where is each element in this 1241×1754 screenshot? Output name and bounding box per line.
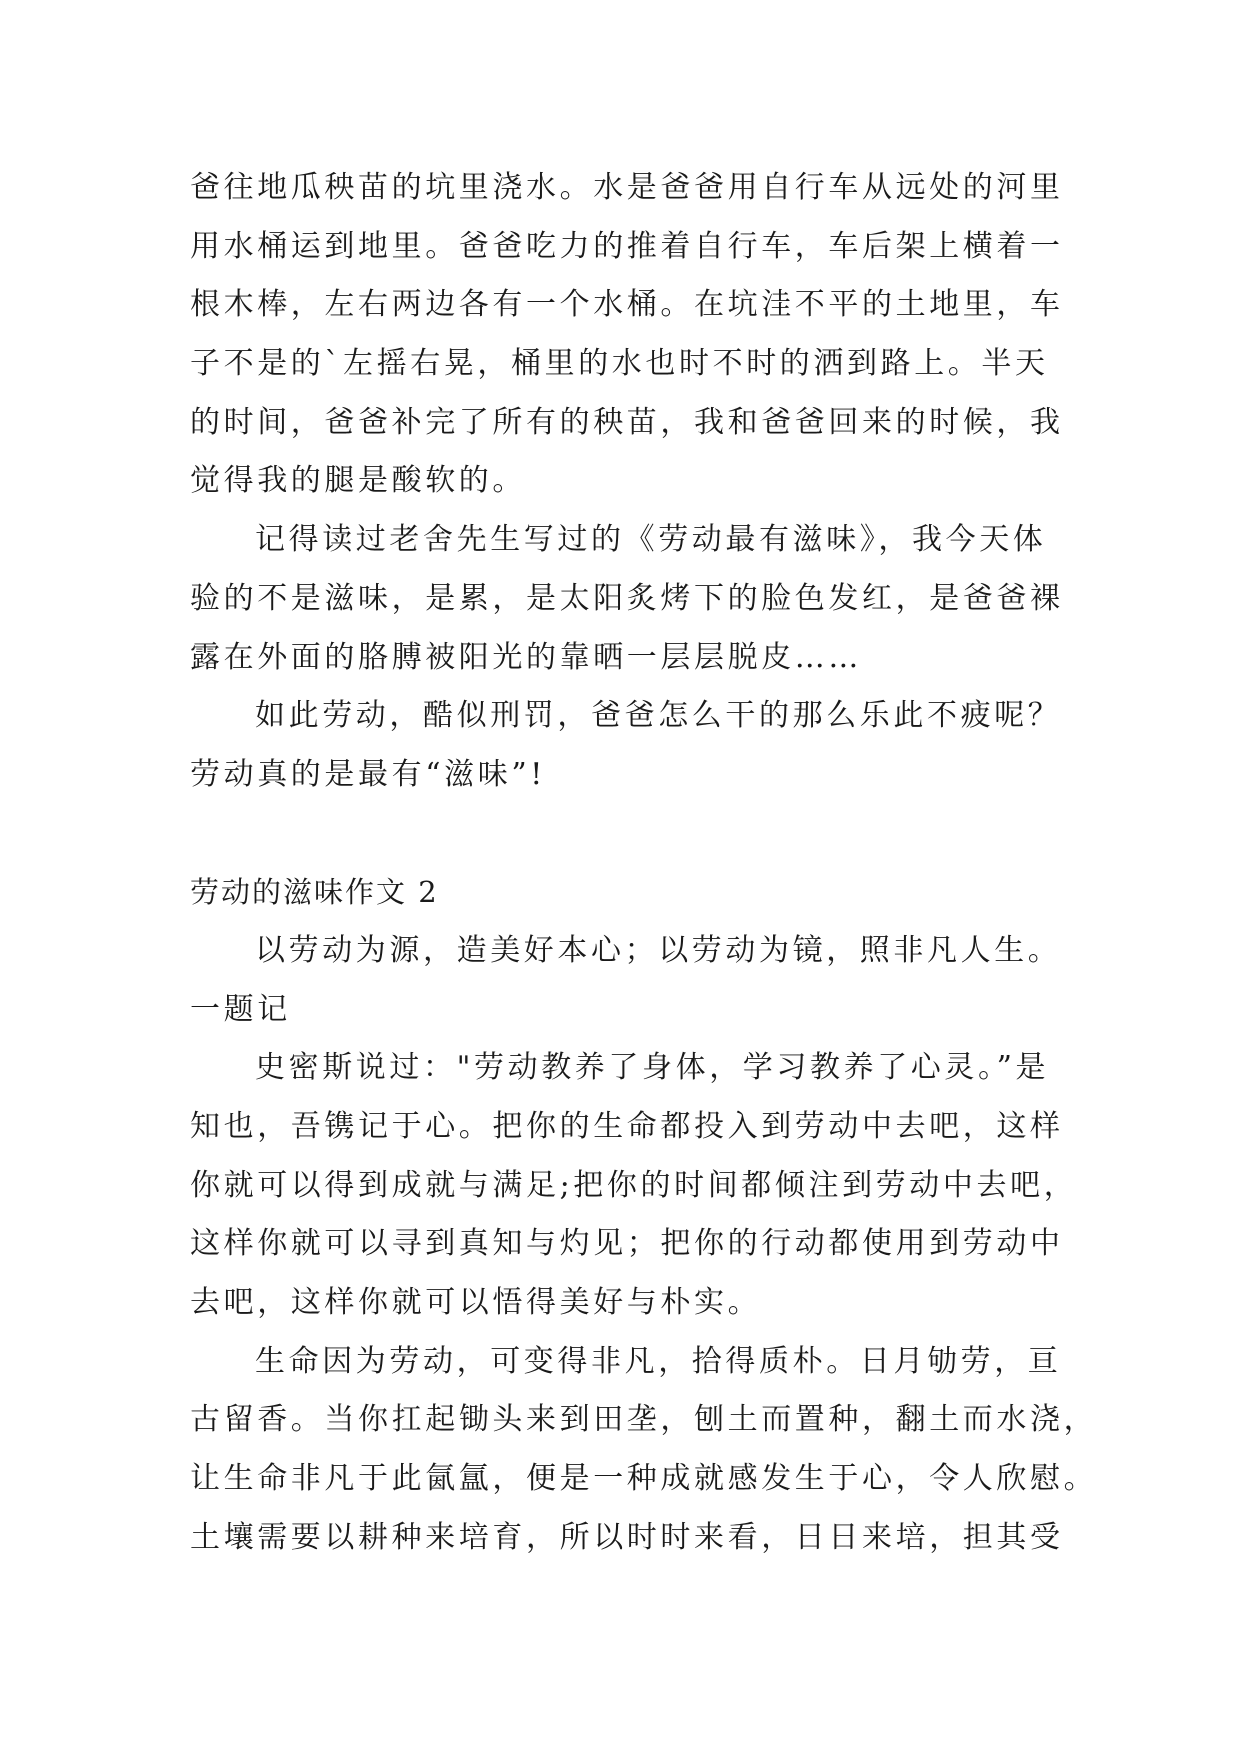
- paragraph-line: 觉得我的腿是酸软的。: [190, 463, 526, 499]
- paragraph-line: 劳动真的是最有“滋味”!: [190, 756, 546, 792]
- paragraph-line: 如此劳动，酷似刑罚，爸爸怎么干的那么乐此不疲呢？: [255, 698, 1062, 734]
- paragraph-line: 爸往地瓜秧苗的坑里浇水。水是爸爸用自行车从远处的河里: [190, 170, 1064, 205]
- paragraph-line: 知也，吾镌记于心。把你的生命都投入到劳动中去吧，这样: [190, 1109, 1064, 1144]
- paragraph-line: 一题记: [190, 991, 291, 1027]
- paragraph-line: 土壤需要以耕种来培育，所以时时来看，日日来培，担其受: [190, 1519, 1064, 1555]
- paragraph-line: 记得读过老舍先生写过的《劳动最有滋味》，我今天体: [255, 522, 1047, 558]
- section-spacer: [190, 805, 1060, 864]
- document-body: [190, 159, 1098, 1568]
- paragraph-line: 去吧，这样你就可以悟得美好与朴实。: [190, 1285, 762, 1321]
- section-heading: 劳动的滋味作文 2: [190, 875, 439, 910]
- paragraph-line: 验的不是滋味，是累，是太阳炙烤下的脸色发红，是爸爸裸: [190, 580, 1064, 616]
- paragraph-line: 史密斯说过："劳动教养了身体，学习教养了心灵。”是: [255, 1050, 1050, 1086]
- paragraph-line: 让生命非凡于此氤氲，便是一种成就感发生于心，令人欣慰。: [190, 1461, 1098, 1497]
- paragraph-line: 生命因为劳动，可变得非凡，拾得质朴。日月劬劳，亘: [255, 1343, 1062, 1379]
- paragraph-line: 这样你就可以寻到真知与灼见；把你的行动都使用到劳动中: [190, 1226, 1064, 1262]
- paragraph-line: 以劳动为源，造美好本心；以劳动为镜，照非凡人生。: [255, 932, 1062, 968]
- paragraph-line: 露在外面的胳膊被阳光的靠晒一层层脱皮……: [190, 639, 862, 675]
- paragraph-line: 古留香。当你扛起锄头来到田垄，刨土而置种，翻土而水浇，: [190, 1402, 1098, 1438]
- paragraph-line: 的时间，爸爸补完了所有的秧苗，我和爸爸回来的时候，我: [190, 404, 1064, 440]
- paragraph-line: 用水桶运到地里。爸爸吃力的推着自行车，车后架上横着一: [190, 228, 1064, 264]
- paragraph-line: 根木棒，左右两边各有一个水桶。在坑洼不平的土地里，车: [190, 287, 1064, 323]
- paragraph-line: 你就可以得到成就与满足;把你的时间都倾注到劳动中去吧，: [190, 1167, 1078, 1203]
- paragraph-line: 子不是的`左摇右晃，桶里的水也时不时的洒到路上。半天: [190, 346, 1049, 382]
